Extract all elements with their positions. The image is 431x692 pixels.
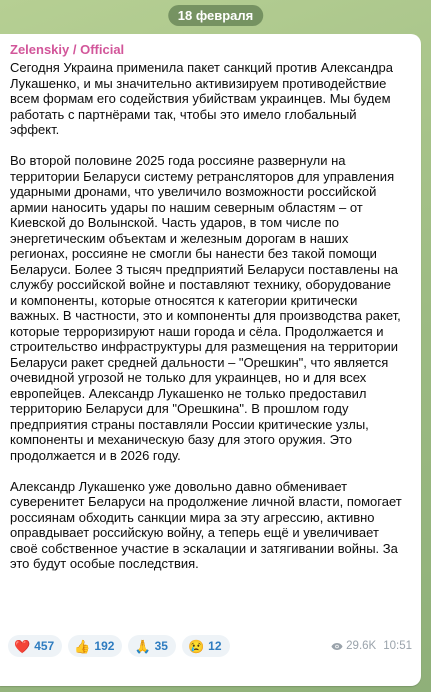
channel-name[interactable]: Zelenskiy / Official bbox=[10, 42, 125, 57]
reaction-count: 35 bbox=[154, 639, 168, 653]
reaction-count: 192 bbox=[94, 639, 115, 653]
post-paragraph: Александр Лукашенко уже довольно давно обменивает суверенитет Беларуси на продолжение личной власти, помогает россиянам обходить санкции мира за эту агрессию, активно оправдывает российскую войну, а теперь ещё и увеличивает своё собственное участие в эскалации и затягивании войны. За это будут особые последствия. bbox=[10, 478, 402, 571]
reaction-crying-face[interactable] bbox=[182, 635, 230, 657]
praying-hands-icon: 🙏 bbox=[134, 638, 151, 654]
date-separator: 18 февраля bbox=[168, 5, 264, 26]
reaction-praying-hands[interactable] bbox=[128, 635, 176, 657]
post-meta bbox=[331, 640, 412, 652]
post-paragraph: Сегодня Украина применила пакет санкций против Александра Лукашенко, и мы значительно активизируем противодействие всем формам его содействия убийствам украинцев. Мы будем работать с партнёрами так, чтобы это имело глобальный эффект. bbox=[10, 60, 393, 137]
red-heart-icon: ❤️ bbox=[14, 638, 31, 654]
reaction-count: 12 bbox=[208, 639, 222, 653]
post-footer bbox=[8, 635, 412, 657]
reaction-count: 457 bbox=[34, 639, 55, 653]
eye-icon bbox=[331, 642, 343, 651]
post-time: 10:51 bbox=[383, 640, 412, 652]
channel-post bbox=[0, 34, 421, 686]
reaction-heart[interactable] bbox=[8, 635, 62, 657]
thumbs-up-icon: 👍 bbox=[74, 638, 91, 654]
view-count: 29.6K bbox=[346, 640, 377, 652]
crying-face-icon: 😢 bbox=[187, 638, 205, 654]
post-paragraph: Во второй половине 2025 года россияне развернули на территории Беларуси систему ретрансляторов для управления ударными дронами, что увеличило возможности российской армии наносить удары по нашим северным областям – от Киевской до Волынской. Часть ударов, в том числе по энергетическим объектам и железным дорогам в наших регионах, россияне не смогли бы нанести без такой помощи Беларуси. Более 3 тысяч предприятий Беларуси поставлены на службу российской войне и поставляют технику, оборудование и компоненты, которые относятся к категории критически важных. В частности, это и компоненты для производства ракет, которые терроризируют наши города и сёла. Продолжается и строительство инфраструктуры для размещения на территории Беларуси ракет средней дальности – "Орешкин", что является очевидной угрозой не только для украинцев, но и для всех европейцев. Александр Лукашенко не только предоставил территорию Беларуси для "Орешкина". В прошлом году предприятия страны поставляли России критические узлы, компоненты и механическую базу для этого оружия. Это продолжается и в 2026 году. bbox=[10, 153, 401, 463]
reaction-thumbs-up[interactable] bbox=[68, 635, 122, 657]
post-text bbox=[10, 60, 412, 572]
